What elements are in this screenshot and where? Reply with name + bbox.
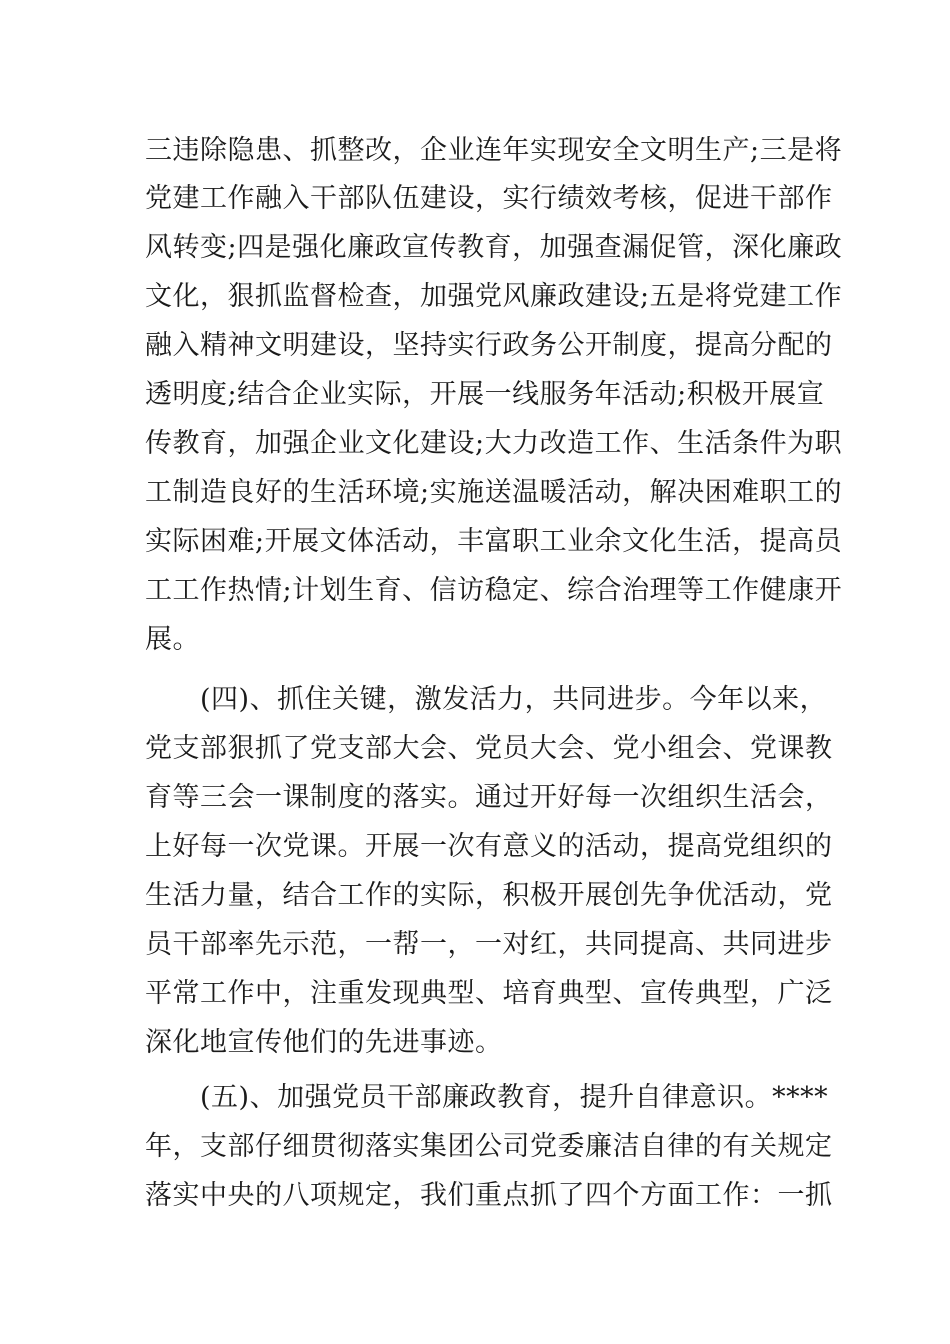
text-line: 传教育，加强企业文化建设;大力改造工作、生活条件为职 bbox=[145, 428, 843, 459]
text-line: 平常工作中，注重发现典型、培育典型、宣传典型，广泛 bbox=[145, 978, 833, 1009]
text-line: 育等三会一课制度的落实。通过开好每一次组织生活会， bbox=[145, 782, 833, 813]
text-line: 生活力量，结合工作的实际，积极开展创先争优活动，党 bbox=[145, 880, 833, 911]
text-line: 三违除隐患、抓整改，企业连年实现安全文明生产;三是将 bbox=[145, 135, 843, 166]
paragraph-heading-line: (四)、抓住关键，激发活力，共同进步。今年以来， bbox=[200, 684, 828, 715]
text-line: 深化地宣传他们的先进事迹。 bbox=[145, 1027, 503, 1058]
text-line: 上好每一次党课。开展一次有意义的活动，提高党组织的 bbox=[145, 831, 833, 862]
text-line: 文化，狠抓监督检查，加强党风廉政建设;五是将党建工作 bbox=[145, 281, 843, 312]
text-line: 展。 bbox=[145, 624, 200, 655]
text-line: 党建工作融入干部队伍建设，实行绩效考核，促进干部作 bbox=[145, 183, 833, 214]
text-line: 实际困难;开展文体活动，丰富职工业余文化生活，提高员 bbox=[145, 526, 843, 557]
text-line: 透明度;结合企业实际，开展一线服务年活动;积极开展宣 bbox=[145, 379, 825, 410]
text-line: 工制造良好的生活环境;实施送温暖活动，解决困难职工的 bbox=[145, 477, 843, 508]
text-line: 工工作热情;计划生育、信访稳定、综合治理等工作健康开 bbox=[145, 575, 843, 606]
text-line: 员干部率先示范，一帮一，一对红，共同提高、共同进步 bbox=[145, 929, 833, 960]
paragraph-heading-line: (五)、加强党员干部廉政教育，提升自律意识。**** bbox=[200, 1082, 829, 1113]
text-line: 落实中央的八项规定，我们重点抓了四个方面工作：一抓 bbox=[145, 1180, 833, 1211]
text-line: 风转变;四是强化廉政宣传教育，加强查漏促管，深化廉政 bbox=[145, 232, 843, 263]
text-line: 融入精神文明建设，坚持实行政务公开制度，提高分配的 bbox=[145, 330, 833, 361]
text-line: 年，支部仔细贯彻落实集团公司党委廉洁自律的有关规定 bbox=[145, 1131, 833, 1162]
text-line: 党支部狠抓了党支部大会、党员大会、党小组会、党课教 bbox=[145, 733, 833, 764]
